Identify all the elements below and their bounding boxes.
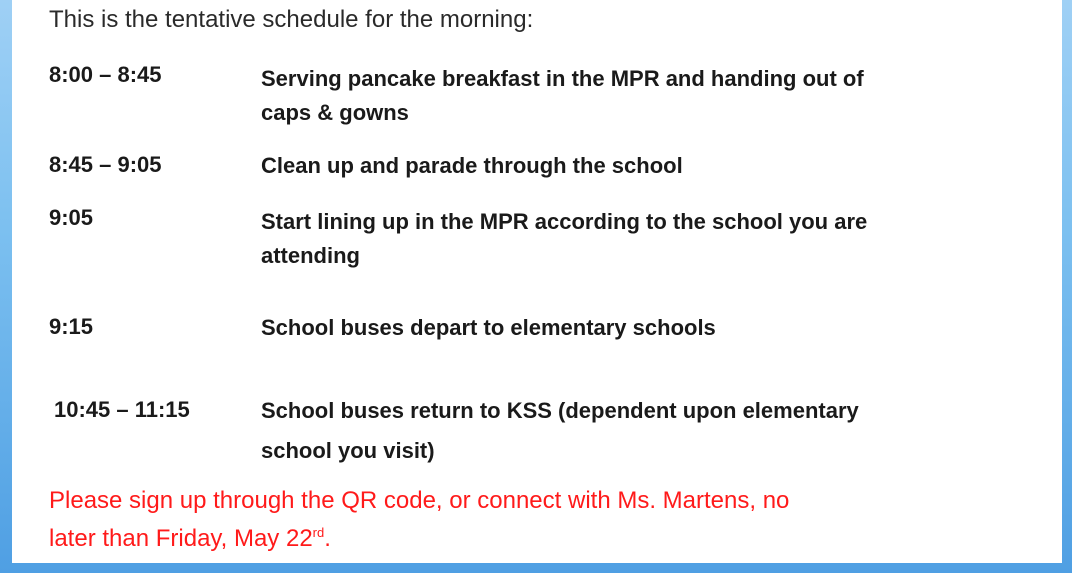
description-line: attending: [261, 243, 360, 268]
notice-date-text: later than Friday, May 22: [49, 525, 313, 552]
schedule-description: [261, 62, 1021, 130]
description-line: School buses return to KSS (dependent upon elementary: [261, 398, 859, 423]
schedule-description: [261, 152, 1021, 180]
signup-notice: [49, 482, 789, 558]
description-line: caps & gowns: [261, 100, 409, 125]
schedule-time: 9:15: [49, 314, 94, 339]
description-line: Start lining up in the MPR according to the school you are: [261, 209, 868, 234]
description-line: school you visit): [261, 438, 435, 463]
document-page: [12, 0, 1062, 563]
schedule-time: 8:45 – 9:05: [49, 152, 162, 177]
schedule-time: 10:45 – 11:15: [54, 397, 190, 422]
notice-line: Please sign up through the QR code, or connect with Ms. Martens, no: [49, 487, 790, 514]
schedule-description: [261, 391, 1021, 471]
notice-period: .: [324, 525, 331, 552]
description-line: Clean up and parade through the school: [261, 153, 683, 178]
description-line: School buses depart to elementary schools: [261, 315, 716, 340]
description-line: Serving pancake breakfast in the MPR and handing out of: [261, 66, 864, 91]
ordinal-suffix: rd: [312, 525, 325, 540]
schedule-description: [261, 205, 1021, 273]
notice-line: [49, 520, 789, 558]
schedule-time: 9:05: [49, 205, 94, 230]
schedule-time: 8:00 – 8:45: [49, 62, 162, 87]
intro-text: This is the tentative schedule for the morning:: [49, 6, 534, 33]
schedule-description: [261, 314, 1021, 342]
